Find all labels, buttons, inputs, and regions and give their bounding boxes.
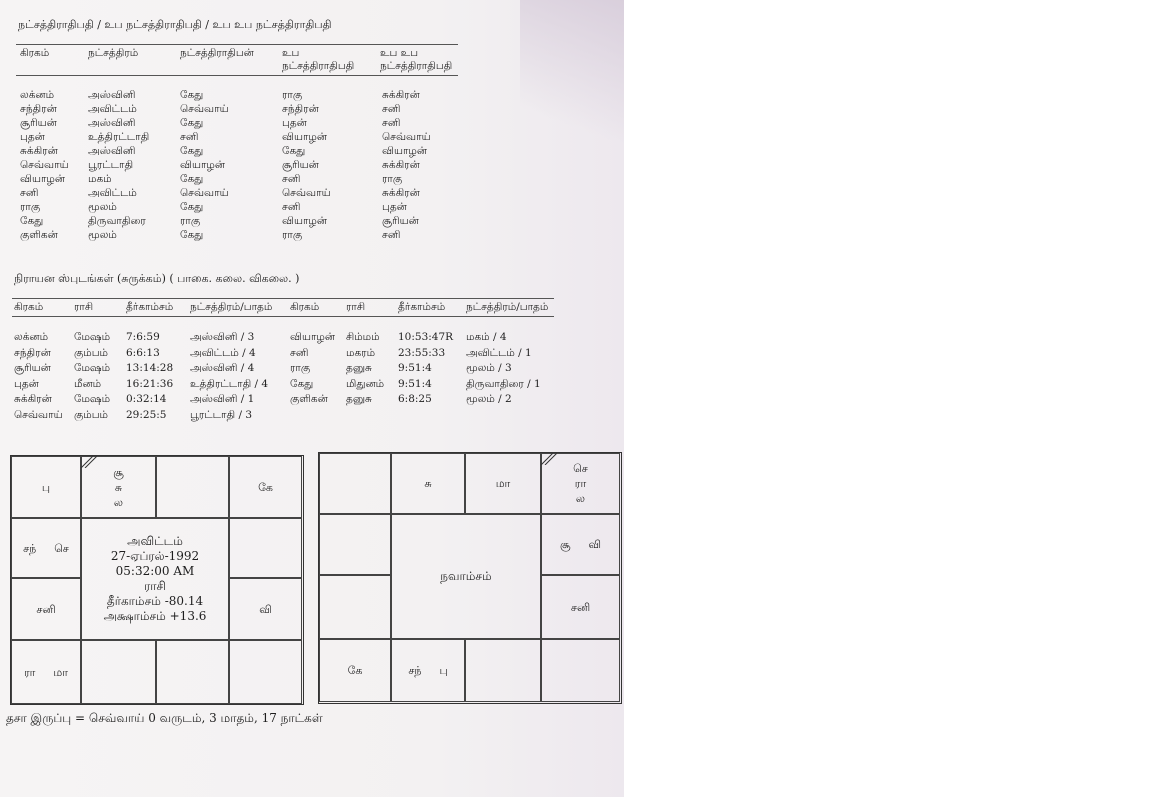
house-planets [24, 665, 68, 680]
planet-abbrev: கே [347, 664, 363, 677]
s2-cell-planet-2: வியாழன் [290, 331, 336, 343]
planet-abbrev: மா [495, 477, 511, 490]
s2-cell-sign: மேஷம் [74, 393, 111, 405]
s2-header-longitude: தீர்காம்சம் [126, 301, 174, 313]
s2-header-sign: ராசி [74, 301, 94, 313]
s2-cell-longitude-2: 23:55:33 [398, 346, 446, 359]
s1-row [0, 130, 624, 144]
s1-row [0, 116, 624, 130]
lagna-marker [81, 456, 97, 468]
s1-cell-star-lord: கேது [180, 229, 204, 241]
s1-cell-sub-lord: கேது [282, 145, 306, 157]
center-longitude: தீர்காம்சம் -80.14 [106, 594, 204, 608]
s1-cell-sub-sub-lord: சனி [382, 229, 401, 241]
s1-row [0, 158, 624, 172]
s2-cell-longitude: 13:14:28 [126, 362, 174, 374]
s2-cell-sign: மேஷம் [74, 362, 111, 374]
s2-cell-sign-2: மிதுனம் [346, 377, 385, 390]
house-planets [408, 663, 447, 678]
s2-cell-planet: சூரியன் [14, 362, 51, 374]
planet-abbrev: ல [575, 492, 586, 505]
s2-cell-star-pada: பூரட்டாதி / 3 [190, 408, 253, 421]
planet-abbrev: சூ [559, 538, 571, 551]
s2-cell-longitude: 29:25:5 [126, 408, 167, 421]
s1-cell-star: மூலம் [88, 201, 117, 213]
rasi_chart-house-r0c2 [156, 456, 229, 518]
s2-header-sign-2: ராசி [346, 301, 366, 313]
navamsa_chart-house-r0c1 [391, 453, 465, 514]
s1-cell-star: அஸ்வினி [88, 89, 136, 101]
section1-header-rule [16, 75, 458, 76]
s1-cell-star: மகம் [88, 173, 112, 185]
dasa-balance-footer: தசா இருப்பு = செவ்வாய் 0 வருடம், 3 மாதம், 17 நாட்கள் [6, 711, 323, 725]
s1-cell-planet: லக்னம் [20, 89, 55, 101]
s2-cell-star-pada: அவிட்டம் / 4 [190, 346, 256, 359]
planet-abbrev: ல [113, 495, 124, 509]
s1-cell-sub-sub-lord: புதன் [382, 201, 407, 213]
s1-cell-star-lord: வியாழன் [180, 159, 226, 171]
s1-cell-star-lord: கேது [180, 89, 204, 101]
s1-header-star: நட்சத்திரம் [88, 47, 139, 59]
s2-cell-planet-2: சனி [290, 346, 309, 359]
house-planets [560, 537, 601, 552]
s1-cell-planet: சூரியன் [20, 117, 57, 129]
s1-cell-star: அவிட்டம் [88, 187, 137, 199]
s1-cell-planet: செவ்வாய் [20, 159, 69, 171]
s1-cell-star-lord: செவ்வாய் [180, 187, 229, 199]
s2-cell-sign: கும்பம் [74, 346, 108, 359]
s1-cell-star: திருவாதிரை [88, 215, 146, 227]
section2-top-rule [12, 298, 554, 299]
navamsa-chart [318, 452, 622, 704]
s1-header-planet: கிரகம் [20, 47, 50, 59]
planet-abbrev: கே [258, 480, 273, 494]
s2-cell-star-pada: அஸ்வினி / 4 [190, 362, 255, 374]
s1-cell-planet: சந்திரன் [20, 103, 57, 115]
s1-cell-planet: புதன் [20, 131, 45, 143]
s2-row [0, 361, 624, 375]
navamsa_chart-house-r2c3 [541, 575, 620, 639]
planet-abbrev: சனி [570, 600, 591, 614]
s1-cell-star: உத்திரட்டாதி [88, 131, 150, 143]
house-planets [113, 465, 124, 510]
navamsa_chart-house-r2c0 [319, 575, 391, 639]
s1-cell-sub-sub-lord: சுக்கிரன் [382, 89, 420, 101]
s2-cell-star-pada-2: அவிட்டம் / 1 [466, 346, 532, 359]
lagna-marker [541, 453, 557, 465]
s1-cell-sub-sub-lord: சனி [382, 117, 401, 129]
s1-cell-star: பூரட்டாதி [88, 159, 134, 171]
planet-abbrev: செ [54, 541, 69, 555]
s1-cell-star-lord: கேது [180, 145, 204, 157]
rasi_chart-house-r3c2 [156, 640, 229, 704]
s2-header-star-pada: நட்சத்திரம்/பாதம் [190, 301, 273, 313]
s2-cell-planet: சுக்கிரன் [14, 393, 52, 405]
s1-cell-sub-sub-lord: சனி [382, 103, 401, 115]
navamsa_chart-house-r0c0 [319, 453, 391, 514]
center-time: 05:32:00 AM [115, 564, 195, 578]
center-date: 27-ஏப்ரல்-1992 [110, 549, 200, 563]
planet-abbrev: சந் [23, 541, 37, 555]
s1-cell-sub-sub-lord: சுக்கிரன் [382, 159, 420, 171]
rasi-chart [10, 455, 304, 705]
s1-cell-star-lord: கேது [180, 117, 204, 129]
s2-cell-longitude-2: 10:53:47R [398, 331, 454, 343]
s2-cell-sign: மீனம் [74, 377, 102, 390]
s2-cell-longitude: 0:32:14 [126, 393, 167, 405]
s2-cell-longitude-2: 6:8:25 [398, 393, 432, 405]
s2-row [0, 346, 624, 360]
s1-cell-sub-lord: சனி [282, 173, 301, 185]
planet-abbrev: வி [588, 538, 602, 551]
s1-cell-sub-lord: சூரியன் [282, 159, 319, 171]
navamsa_chart-house-r1c0 [319, 514, 391, 575]
s2-cell-star-pada: உத்திரட்டாதி / 4 [190, 377, 269, 390]
s1-cell-star-lord: செவ்வாய் [180, 103, 229, 115]
s1-cell-sub-lord: புதன் [282, 117, 307, 129]
s1-cell-star-lord: கேது [180, 173, 204, 185]
center-latitude: அக்ஷாம்சம் +13.6 [103, 609, 207, 623]
s1-cell-star: மூலம் [88, 229, 117, 241]
s2-header [0, 300, 624, 314]
section1-title: நட்சத்திராதிபதி / உப நட்சத்திராதிபதி / உப உப நட்சத்திராதிபதி [18, 18, 332, 31]
s1-cell-star-lord: கேது [180, 201, 204, 213]
s1-header-sub-lord-b: நட்சத்திராதிபதி [282, 60, 355, 72]
s2-row [0, 377, 624, 391]
s1-header-sub-lord-a: உப [282, 47, 300, 59]
s2-cell-star-pada: அஸ்வினி / 1 [190, 393, 255, 405]
s2-cell-sign-2: தனுசு [346, 393, 372, 405]
s2-cell-star-pada-2: மூலம் / 2 [466, 393, 512, 405]
s2-cell-sign-2: சிம்மம் [346, 331, 380, 343]
house-planets [573, 461, 588, 506]
s2-header-star-pada-2: நட்சத்திரம்/பாதம் [466, 301, 549, 313]
navamsa_chart-house-r3c0 [319, 639, 391, 702]
s1-row [0, 200, 624, 214]
s1-cell-sub-lord: சந்திரன் [282, 103, 319, 115]
s2-cell-sign-2: மகரம் [346, 346, 376, 359]
planet-abbrev: ரா [23, 665, 36, 679]
house-planets [23, 541, 69, 556]
s1-cell-sub-lord: ராகு [282, 229, 303, 241]
s2-cell-longitude-2: 9:51:4 [398, 377, 432, 390]
planet-abbrev: சு [114, 480, 123, 494]
s1-cell-planet: வியாழன் [20, 173, 66, 185]
s2-header-planet: கிரகம் [14, 301, 44, 313]
s1-row [0, 214, 624, 228]
navamsa_chart-house-r3c2 [465, 639, 541, 702]
s1-cell-sub-lord: செவ்வாய் [282, 187, 331, 199]
s2-row [0, 392, 624, 406]
planet-abbrev: பு [439, 664, 448, 677]
s2-cell-star-pada: அஸ்வினி / 3 [190, 331, 255, 343]
s1-cell-star: அஸ்வினி [88, 117, 136, 129]
s2-cell-planet: லக்னம் [14, 331, 49, 343]
s1-cell-sub-sub-lord: வியாழன் [382, 145, 428, 157]
center-label: நவாம்சம் [440, 569, 492, 583]
s1-cell-star: அஸ்வினி [88, 145, 136, 157]
s1-cell-sub-sub-lord: சூரியன் [382, 215, 419, 227]
s2-cell-planet-2: ராகு [290, 362, 311, 374]
navamsa_chart-center [391, 514, 541, 639]
s1-cell-sub-lord: சனி [282, 201, 301, 213]
s2-cell-star-pada-2: மகம் / 4 [466, 331, 507, 343]
rasi_chart-center [81, 518, 229, 640]
s2-cell-planet: செவ்வாய் [14, 408, 63, 421]
s2-cell-sign: மேஷம் [74, 331, 111, 343]
s1-cell-sub-lord: ராகு [282, 89, 303, 101]
s2-cell-star-pada-2: மூலம் / 3 [466, 362, 512, 374]
rasi_chart-house-r1c0 [11, 518, 81, 578]
s1-cell-sub-sub-lord: ராகு [382, 173, 403, 185]
s1-cell-sub-lord: வியாழன் [282, 215, 328, 227]
s1-cell-planet: ராகு [20, 201, 41, 213]
navamsa_chart-house-r3c3 [541, 639, 620, 702]
center-star: அவிட்டம் [127, 534, 183, 548]
s2-row [0, 408, 624, 422]
s1-cell-planet: கேது [20, 215, 44, 227]
section1-top-rule [16, 44, 458, 45]
s1-cell-star: அவிட்டம் [88, 103, 137, 115]
planet-abbrev: செ [573, 462, 588, 475]
navamsa_chart-house-r0c2 [465, 453, 541, 514]
s2-cell-star-pada-2: திருவாதிரை / 1 [466, 377, 541, 390]
rasi_chart-house-r0c3 [229, 456, 302, 518]
s1-row [0, 144, 624, 158]
rasi_chart-house-r0c0 [11, 456, 81, 518]
s2-cell-longitude-2: 9:51:4 [398, 362, 432, 374]
rasi_chart-house-r2c3 [229, 578, 302, 640]
s1-cell-star-lord: ராகு [180, 215, 201, 227]
s1-cell-star-lord: சனி [180, 131, 199, 143]
planet-abbrev: சூ [113, 465, 124, 479]
planet-abbrev: வி [259, 602, 272, 616]
s2-header-longitude-2: தீர்காம்சம் [398, 301, 446, 313]
planet-abbrev: சனி [36, 602, 56, 616]
rasi_chart-house-r3c3 [229, 640, 302, 704]
s1-cell-planet: சனி [20, 187, 39, 199]
rasi_chart-house-r1c3 [229, 518, 302, 578]
s2-cell-planet-2: கேது [290, 377, 314, 390]
s1-row [0, 186, 624, 200]
planet-abbrev: பு [41, 480, 51, 494]
s2-header-planet-2: கிரகம் [290, 301, 320, 313]
planet-abbrev: சந் [408, 664, 422, 677]
planet-abbrev: சு [424, 477, 432, 490]
section2-header-rule [12, 316, 554, 317]
s2-cell-planet-2: குளிகன் [290, 393, 328, 405]
s1-cell-sub-lord: வியாழன் [282, 131, 328, 143]
s1-row [0, 172, 624, 186]
planet-abbrev: மா [53, 665, 69, 679]
planet-abbrev: ரா [574, 477, 587, 490]
s2-cell-longitude: 7:6:59 [126, 331, 160, 343]
s1-header-sub-sub-lord-b: நட்சத்திராதிபதி [380, 60, 453, 72]
s1-row [0, 228, 624, 242]
navamsa_chart-house-r3c1 [391, 639, 465, 702]
s2-row [0, 330, 624, 344]
s1-cell-sub-sub-lord: சுக்கிரன் [382, 187, 420, 199]
navamsa_chart-house-r1c3 [541, 514, 620, 575]
s2-cell-sign: கும்பம் [74, 408, 108, 421]
s1-cell-sub-sub-lord: செவ்வாய் [382, 131, 431, 143]
s2-cell-planet: சந்திரன் [14, 346, 51, 359]
s2-cell-planet: புதன் [14, 377, 39, 390]
s1-row [0, 88, 624, 102]
rasi_chart-house-r2c0 [11, 578, 81, 640]
rasi_chart-house-r3c1 [81, 640, 156, 704]
s2-cell-longitude: 16:21:36 [126, 377, 174, 390]
s1-header-sub-sub-lord-a: உப உப [380, 47, 419, 59]
s1-header-star-lord: நட்சத்திராதிபன் [180, 47, 254, 59]
rasi_chart-house-r3c0 [11, 640, 81, 704]
s1-cell-planet: சுக்கிரன் [20, 145, 58, 157]
s2-cell-sign-2: தனுசு [346, 362, 372, 374]
s1-row [0, 102, 624, 116]
s1-cell-planet: குளிகன் [20, 229, 58, 241]
s2-cell-longitude: 6:6:13 [126, 346, 160, 359]
center-label: ராசி [144, 579, 166, 593]
section2-title: நிராயன ஸ்புடங்கள் (சுருக்கம்) ( பாகை. கலை. விகலை. ) [14, 272, 300, 285]
